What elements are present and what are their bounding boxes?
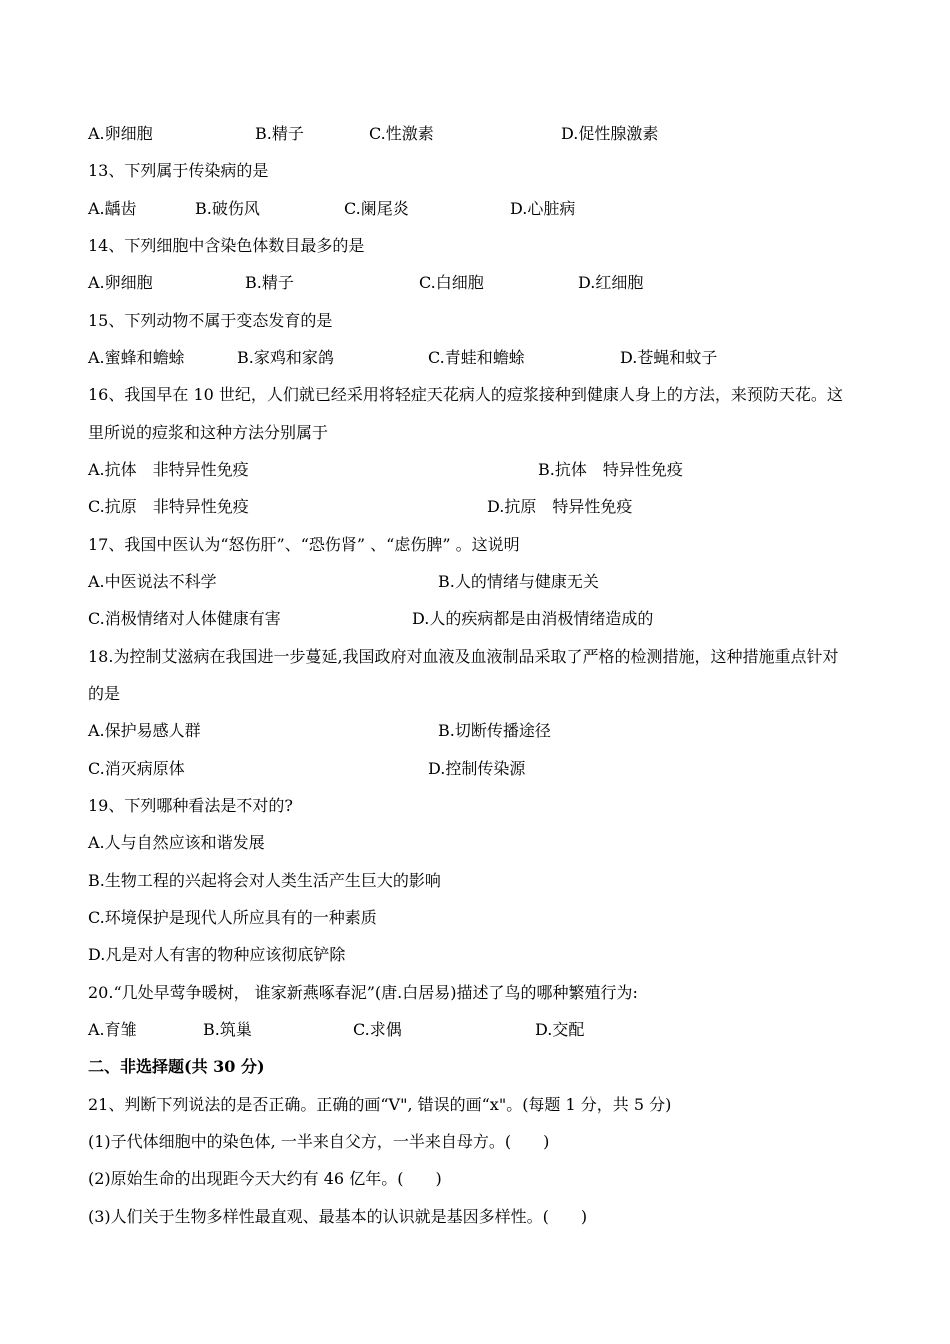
q16-stem-line2: 里所说的痘浆和这种方法分别属于 bbox=[88, 423, 329, 442]
q20-option-b: B.筑巢 bbox=[203, 1020, 252, 1039]
q14-option-b: B.精子 bbox=[245, 273, 294, 292]
q15-option-c: C.青蛙和蟾蜍 bbox=[428, 348, 525, 367]
q13-stem: 13、下列属于传染病的是 bbox=[88, 161, 269, 180]
q15-option-a: A.蜜蜂和蟾蜍 bbox=[88, 348, 185, 367]
q19-option-c: C.环境保护是现代人所应具有的一种素质 bbox=[88, 908, 377, 927]
q16-option-d: D.抗原 特异性免疫 bbox=[487, 497, 633, 516]
q19-option-b: B.生物工程的兴起将会对人类生活产生巨大的影响 bbox=[88, 871, 441, 890]
q20-stem: 20.“几处早莺争暖树， 谁家新燕啄春泥”(唐.白居易)描述了鸟的哪种繁殖行为: bbox=[88, 983, 638, 1002]
q17-option-d: D.人的疾病都是由消极情绪造成的 bbox=[412, 609, 654, 628]
section-heading: 二、非选择题(共 30 分) bbox=[88, 1057, 265, 1076]
q18-option-c: C.消灭病原体 bbox=[88, 759, 185, 778]
q19-stem: 19、下列哪种看法是不对的? bbox=[88, 796, 293, 815]
q12-option-d: D.促性腺激素 bbox=[561, 124, 659, 143]
q13-option-d: D.心脏病 bbox=[510, 199, 576, 218]
q21-item-2: (2)原始生命的出现距今天大约有 46 亿年。( ) bbox=[88, 1169, 442, 1188]
q12-option-b: B.精子 bbox=[255, 124, 304, 143]
q15-option-b: B.家鸡和家鸽 bbox=[237, 348, 334, 367]
q14-stem: 14、下列细胞中含染色体数目最多的是 bbox=[88, 236, 365, 255]
q17-stem: 17、我国中医认为“怒伤肝”、“恐伤肾” 、“虑伤脾” 。这说明 bbox=[88, 535, 520, 554]
q14-option-c: C.白细胞 bbox=[419, 273, 484, 292]
q17-option-b: B.人的情绪与健康无关 bbox=[438, 572, 599, 591]
q19-option-d: D.凡是对人有害的物种应该彻底铲除 bbox=[88, 945, 346, 964]
q18-stem-line1: 18.为控制艾滋病在我国进一步蔓延,我国政府对血液及血液制品采取了严格的检测措施，这种措施重点针对 bbox=[88, 647, 839, 666]
q21-stem: 21、判断下列说法的是否正确。正确的画“V", 错误的画“x"。(每题 1 分，共 5 分) bbox=[88, 1095, 672, 1114]
q17-option-c: C.消极情绪对人体健康有害 bbox=[88, 609, 281, 628]
q18-option-a: A.保护易感人群 bbox=[88, 721, 201, 740]
q16-stem-line1: 16、我国早在 10 世纪，人们就已经采用将轻症天花病人的痘浆接种到健康人身上的方法，来预防天花。这 bbox=[88, 385, 843, 404]
q19-option-a: A.人与自然应该和谐发展 bbox=[88, 833, 265, 852]
q16-option-a: A.抗体 非特异性免疫 bbox=[88, 460, 249, 479]
q14-option-a: A.卵细胞 bbox=[88, 273, 153, 292]
q21-item-1: (1)子代体细胞中的染色体, 一半来自父方，一半来自母方。( ) bbox=[88, 1132, 550, 1151]
q13-option-b: B.破伤风 bbox=[195, 199, 260, 218]
q14-option-d: D.红细胞 bbox=[578, 273, 644, 292]
q13-option-a: A.龋齿 bbox=[88, 199, 137, 218]
q16-option-c: C.抗原 非特异性免疫 bbox=[88, 497, 249, 516]
q17-option-a: A.中医说法不科学 bbox=[88, 572, 217, 591]
q20-option-a: A.育雏 bbox=[88, 1020, 137, 1039]
q13-option-c: C.阑尾炎 bbox=[344, 199, 409, 218]
q15-option-d: D.苍蝇和蚊子 bbox=[620, 348, 718, 367]
q21-item-3: (3)人们关于生物多样性最直观、最基本的认识就是基因多样性。( ) bbox=[88, 1207, 588, 1226]
q18-option-b: B.切断传播途径 bbox=[438, 721, 551, 740]
q12-option-a: A.卵细胞 bbox=[88, 124, 153, 143]
q16-option-b: B.抗体 特异性免疫 bbox=[538, 460, 683, 479]
q20-option-d: D.交配 bbox=[535, 1020, 585, 1039]
q12-option-c: C.性激素 bbox=[369, 124, 434, 143]
q20-option-c: C.求偶 bbox=[353, 1020, 402, 1039]
q18-option-d: D.控制传染源 bbox=[428, 759, 526, 778]
q18-stem-line2: 的是 bbox=[88, 684, 121, 703]
q15-stem: 15、下列动物不属于变态发育的是 bbox=[88, 311, 333, 330]
